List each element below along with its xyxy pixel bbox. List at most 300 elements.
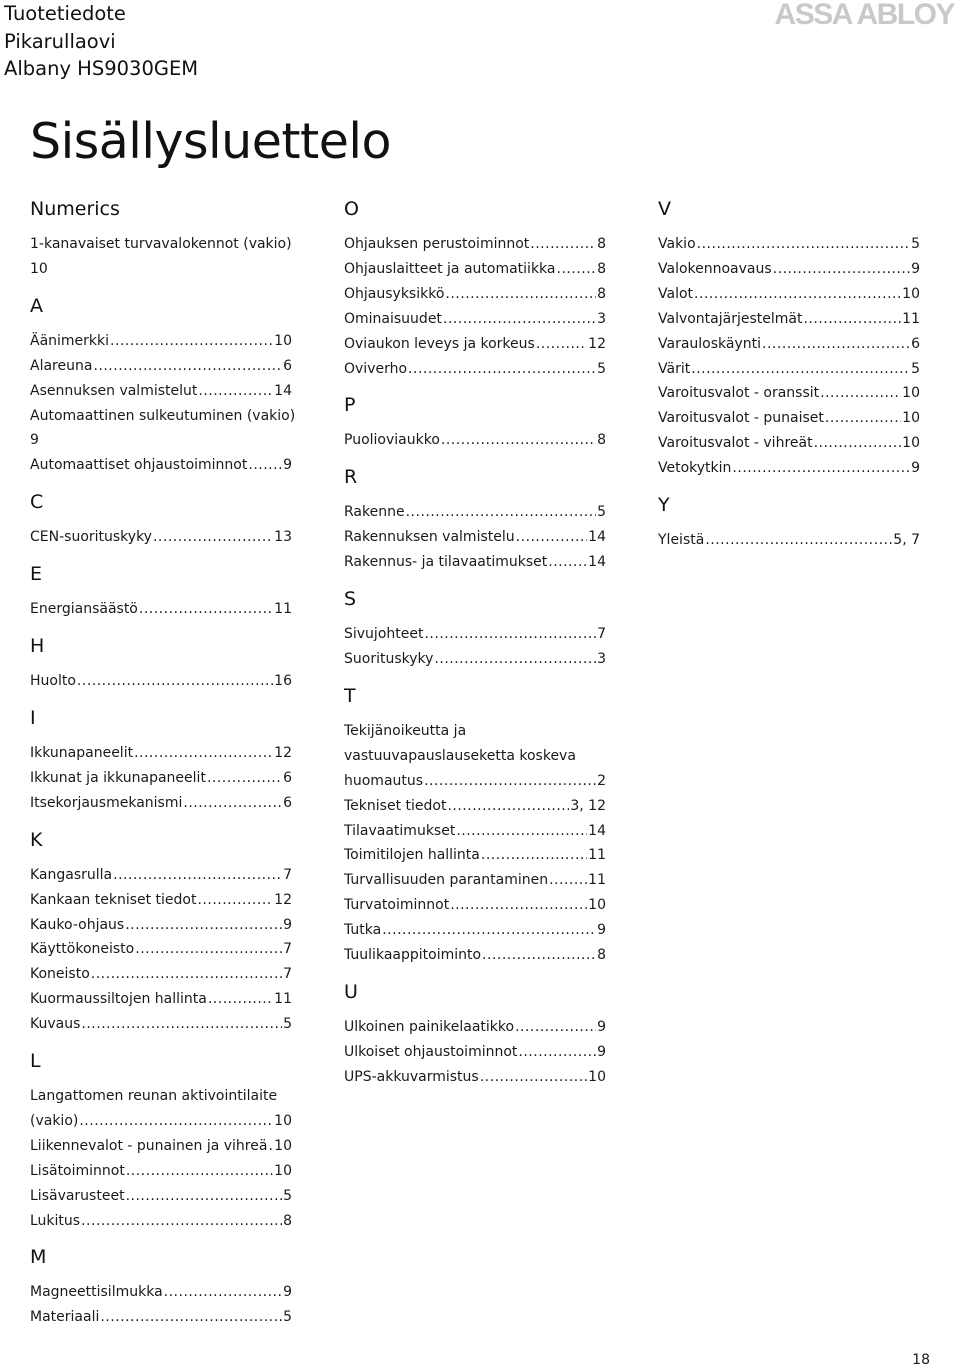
index-entry bbox=[30, 1159, 292, 1184]
section-heading: C bbox=[30, 491, 44, 514]
index-entry bbox=[344, 550, 606, 575]
index-entry-text: Vetokytkin bbox=[658, 460, 732, 477]
index-entry-leader-row bbox=[30, 1280, 292, 1305]
index-entry-leader-row bbox=[30, 1012, 292, 1037]
index-entry-text: Kuvaus bbox=[30, 1016, 81, 1033]
index-entry-text: Lisätoiminnot bbox=[30, 1162, 125, 1179]
index-entry-text: Tekniset tiedot bbox=[344, 797, 447, 814]
dot-leader bbox=[208, 987, 273, 1012]
index-entry-text: Materiaali bbox=[30, 1309, 100, 1326]
dot-leader bbox=[183, 791, 282, 816]
index-entry-text: Asennuksen valmistelut bbox=[30, 382, 198, 399]
index-entry bbox=[344, 500, 606, 525]
index-entry-page: 3 bbox=[597, 310, 606, 327]
dot-leader bbox=[424, 622, 596, 647]
index-entry-text: Ulkoinen painikelaatikko bbox=[344, 1018, 515, 1035]
index-entry-page: 9 bbox=[283, 916, 292, 933]
dot-leader bbox=[382, 918, 596, 943]
index-entry-leader-row bbox=[30, 913, 292, 938]
index-entry-leader-row bbox=[658, 232, 920, 257]
section-heading: U bbox=[344, 980, 358, 1003]
index-entry bbox=[30, 766, 292, 791]
index-entry-page: 10 bbox=[588, 897, 606, 914]
index-entry-leader-row bbox=[30, 379, 292, 404]
index-entry-leader-row bbox=[344, 893, 606, 918]
index-entry-leader-row bbox=[30, 791, 292, 816]
index-entry-leader-row bbox=[30, 597, 292, 622]
index-entry bbox=[30, 1134, 292, 1159]
dot-leader bbox=[134, 741, 273, 766]
dot-leader bbox=[248, 453, 282, 478]
index-entry bbox=[344, 719, 606, 794]
index-entry bbox=[344, 893, 606, 918]
index-entry-page: 10 bbox=[902, 385, 920, 402]
index-entry bbox=[30, 597, 292, 622]
section-heading: Numerics bbox=[30, 198, 120, 220]
dot-leader bbox=[207, 766, 282, 791]
index-entry-leader-row bbox=[30, 354, 292, 379]
index-entry-leader-row bbox=[30, 888, 292, 913]
index-entry-leader-row bbox=[30, 1109, 292, 1134]
header-line-2: Pikarullaovi bbox=[4, 29, 116, 53]
section-heading: O bbox=[344, 198, 359, 220]
dot-leader bbox=[557, 257, 597, 282]
index-entry-leader-row bbox=[30, 863, 292, 888]
index-entry-leader-row bbox=[658, 282, 920, 307]
index-entry-text: Tuulikaappitoiminto bbox=[344, 947, 482, 964]
index-entry-text: (vakio) bbox=[30, 1112, 79, 1129]
index-entry-page: 8 bbox=[597, 285, 606, 302]
index-entry-page: 2 bbox=[597, 772, 606, 789]
dot-leader bbox=[406, 500, 596, 525]
index-entry-leader-row bbox=[30, 1159, 292, 1184]
index-entry-text: Vakio bbox=[658, 236, 696, 252]
dot-leader bbox=[135, 937, 282, 962]
index-entry bbox=[30, 1012, 292, 1037]
index-entry bbox=[30, 232, 292, 282]
dot-leader bbox=[515, 1015, 596, 1040]
index-entry-text: Ikkunapaneelit bbox=[30, 744, 134, 761]
index-entry-leader-row bbox=[344, 1015, 606, 1040]
index-entry-page-line: 9 bbox=[30, 432, 39, 449]
section-heading: L bbox=[30, 1050, 41, 1073]
index-entry-leader-row bbox=[658, 381, 920, 406]
section-heading: H bbox=[30, 635, 45, 658]
index-entry-page: 6 bbox=[283, 769, 292, 786]
index-entry-text: Varoitusvalot - vihreät bbox=[658, 435, 813, 452]
index-entry-page: 10 bbox=[274, 1137, 292, 1154]
index-entry-page: 12 bbox=[588, 335, 606, 352]
index-entry bbox=[344, 918, 606, 943]
dot-leader bbox=[164, 1280, 282, 1305]
index-entry-text: Lisävarusteet bbox=[30, 1187, 125, 1204]
header-line-3: Albany HS9030GEM bbox=[4, 57, 199, 80]
index-entry bbox=[658, 456, 920, 481]
index-entry-text: Automaattiset ohjaustoiminnot bbox=[30, 457, 248, 474]
index-entry-leader-row bbox=[344, 500, 606, 525]
index-entry-page: 14 bbox=[588, 529, 606, 546]
dot-leader bbox=[113, 863, 282, 888]
index-entry-text: Ohjausyksikkö bbox=[344, 285, 445, 302]
index-entry-page: 7 bbox=[597, 626, 606, 643]
index-entry-text: Energiansäästö bbox=[30, 601, 138, 618]
dot-leader bbox=[480, 1065, 587, 1090]
dot-leader bbox=[268, 1134, 273, 1159]
index-entry-leader-row bbox=[344, 357, 606, 382]
index-entry-leader-row bbox=[344, 647, 606, 672]
index-entry bbox=[658, 381, 920, 406]
index-entry-text: Oviverho bbox=[344, 360, 408, 377]
index-entry-page: 9 bbox=[283, 1284, 292, 1301]
index-entry bbox=[658, 357, 920, 382]
dot-leader bbox=[424, 769, 596, 794]
index-entry-text: CEN-suorituskyky bbox=[30, 529, 152, 546]
dot-leader bbox=[139, 597, 273, 622]
index-entry bbox=[30, 791, 292, 816]
index-entry-page: 14 bbox=[588, 554, 606, 571]
index-entry-leader-row bbox=[344, 843, 606, 868]
index-entry bbox=[344, 1065, 606, 1090]
dot-leader bbox=[445, 282, 596, 307]
dot-leader bbox=[77, 669, 273, 694]
dot-leader bbox=[548, 550, 587, 575]
index-entry-text: Alareuna bbox=[30, 357, 93, 374]
index-entry-page: 11 bbox=[274, 991, 292, 1008]
index-entry-page: 9 bbox=[597, 1043, 606, 1060]
index-entry-text: Kauko-ohjaus bbox=[30, 916, 125, 933]
index-entry bbox=[30, 404, 296, 454]
index-entry-leader-row bbox=[344, 332, 606, 357]
index-entry-text: Ominaisuudet bbox=[344, 310, 442, 327]
index-entry-text: Äänimerkki bbox=[30, 332, 110, 349]
dot-leader bbox=[81, 1209, 282, 1234]
section-heading: I bbox=[30, 706, 36, 729]
index-entry-text: Kangasrulla bbox=[30, 866, 113, 883]
dot-leader bbox=[93, 354, 282, 379]
index-entry bbox=[30, 1184, 292, 1209]
index-entry-page: 14 bbox=[274, 382, 292, 399]
index-entry-text: Magneettisilmukka bbox=[30, 1284, 163, 1301]
index-entry-page: 12 bbox=[274, 891, 292, 908]
index-entry-leader-row bbox=[344, 307, 606, 332]
index-entry-page: 10 bbox=[902, 435, 920, 452]
index-entry-page: 5 bbox=[283, 1187, 292, 1204]
index-entry-text: Rakennuksen valmistelu bbox=[344, 529, 515, 546]
dot-leader bbox=[549, 868, 587, 893]
index-entry-text: Puolioviaukko bbox=[344, 432, 440, 449]
index-column-2 bbox=[344, 196, 606, 1090]
index-entry-leader-row bbox=[30, 937, 292, 962]
index-entry-page: 11 bbox=[902, 310, 920, 327]
section-heading: Y bbox=[658, 494, 670, 517]
index-entry-text: Suorituskyky bbox=[344, 650, 434, 667]
dot-leader bbox=[126, 1159, 273, 1184]
index-entry-leader-row bbox=[30, 1305, 292, 1330]
dot-leader bbox=[79, 1109, 273, 1134]
index-entry-leader-row bbox=[344, 550, 606, 575]
section-heading: T bbox=[344, 684, 356, 707]
dot-leader bbox=[705, 528, 892, 553]
dot-leader bbox=[81, 1012, 282, 1037]
index-entry-leader-row bbox=[344, 1065, 606, 1090]
index-entry-page: 11 bbox=[588, 847, 606, 864]
index-entry bbox=[30, 987, 292, 1012]
index-entry bbox=[30, 379, 292, 404]
index-column-3 bbox=[658, 196, 920, 553]
index-entry bbox=[344, 428, 606, 453]
index-entry-page: 12 bbox=[274, 744, 292, 761]
index-entry-text: Turvatoiminnot bbox=[344, 897, 450, 914]
index-entry-page: 9 bbox=[911, 460, 920, 477]
index-entry-leader-row bbox=[30, 766, 292, 791]
index-entry-leader-row bbox=[344, 232, 606, 257]
index-entry-leader-row bbox=[344, 282, 606, 307]
index-entry bbox=[344, 232, 606, 257]
index-entry bbox=[344, 332, 606, 357]
dot-leader bbox=[732, 456, 910, 481]
dot-leader bbox=[697, 232, 910, 257]
index-entry bbox=[658, 282, 920, 307]
index-entry-text: Koneisto bbox=[30, 966, 90, 983]
index-entry-page: 10 bbox=[274, 1112, 292, 1129]
index-entry-leader-row bbox=[344, 622, 606, 647]
index-entry-page: 3, 12 bbox=[570, 797, 606, 814]
index-entry-leader-row bbox=[30, 987, 292, 1012]
index-entry-page: 10 bbox=[588, 1068, 606, 1085]
index-entry-text: Huolto bbox=[30, 673, 76, 690]
index-entry-text: Tilavaatimukset bbox=[344, 822, 456, 839]
index-entry bbox=[30, 453, 292, 478]
index-entry-page: 10 bbox=[274, 332, 292, 349]
index-entry-leader-row bbox=[344, 525, 606, 550]
index-entry-text: Valokennoavaus bbox=[658, 260, 772, 277]
index-entry-page: 8 bbox=[597, 260, 606, 277]
index-entry-page: 3 bbox=[597, 650, 606, 667]
index-entry bbox=[658, 232, 920, 257]
dot-leader bbox=[125, 913, 282, 938]
index-entry-text: Lukitus bbox=[30, 1212, 81, 1229]
index-entry-text: Ohjauksen perustoiminnot bbox=[344, 236, 530, 252]
index-entry-leader-row bbox=[30, 453, 292, 478]
dot-leader bbox=[694, 282, 901, 307]
page-title: Sisällysluettelo bbox=[30, 113, 392, 170]
index-entry-page: 9 bbox=[597, 922, 606, 939]
index-entry-text: Oviaukon leveys ja korkeus bbox=[344, 335, 535, 352]
dot-leader bbox=[814, 431, 902, 456]
dot-leader bbox=[481, 843, 587, 868]
index-entry-page: 7 bbox=[283, 941, 292, 958]
index-entry-leader-row bbox=[344, 918, 606, 943]
index-entry-text: Ohjauslaitteet ja automatiikka bbox=[344, 260, 556, 277]
index-entry-page: 10 bbox=[902, 285, 920, 302]
index-entry-text: Ulkoiset ohjaustoiminnot bbox=[344, 1043, 518, 1060]
index-entry-text: Toimitilojen hallinta bbox=[344, 847, 480, 864]
index-entry-leader-row bbox=[30, 1184, 292, 1209]
index-entry-page: 13 bbox=[274, 529, 292, 546]
index-entry-text: huomautus bbox=[344, 772, 424, 789]
index-entry-leader-row bbox=[658, 257, 920, 282]
index-entry bbox=[344, 794, 606, 819]
index-entry bbox=[658, 257, 920, 282]
index-entry-text: Rakenne bbox=[344, 504, 405, 521]
index-entry-page: 7 bbox=[283, 866, 292, 883]
dot-leader bbox=[447, 794, 569, 819]
dot-leader bbox=[536, 332, 587, 357]
index-entry-text: Liikennevalot - punainen ja vihreä bbox=[30, 1137, 268, 1154]
dot-leader bbox=[773, 257, 910, 282]
dot-leader bbox=[100, 1305, 282, 1330]
index-entry-text-line: 1-kanavaiset turvavalokennot (vakio) bbox=[30, 236, 292, 252]
dot-leader bbox=[408, 357, 596, 382]
index-entry-leader-row bbox=[30, 329, 292, 354]
index-entry-page: 16 bbox=[274, 673, 292, 690]
index-entry-leader-row bbox=[344, 769, 606, 794]
dot-leader bbox=[450, 893, 587, 918]
index-entry-leader-row bbox=[344, 943, 606, 968]
document-header bbox=[4, 0, 198, 83]
index-entry-text-line: Automaattinen sulkeutuminen (vakio) bbox=[30, 407, 296, 424]
index-entry-leader-row bbox=[344, 1040, 606, 1065]
index-entry bbox=[344, 525, 606, 550]
index-entry-leader-row bbox=[658, 332, 920, 357]
index-entry-page: 5 bbox=[597, 504, 606, 521]
index-entry-page: 8 bbox=[597, 947, 606, 964]
index-entry bbox=[344, 647, 606, 672]
dot-leader bbox=[456, 819, 587, 844]
index-entry bbox=[30, 863, 292, 888]
index-entry bbox=[30, 669, 292, 694]
index-entry-page: 8 bbox=[597, 236, 606, 252]
index-entry-page: 10 bbox=[902, 410, 920, 427]
index-entry bbox=[30, 1280, 292, 1305]
index-entry-page: 5, 7 bbox=[893, 532, 920, 549]
index-entry-text-line: Langattomen reunan aktivointilaite bbox=[30, 1088, 278, 1105]
dot-leader bbox=[110, 329, 273, 354]
index-entry-leader-row bbox=[658, 357, 920, 382]
index-entry-leader-row bbox=[344, 868, 606, 893]
index-entry bbox=[658, 332, 920, 357]
dot-leader bbox=[434, 647, 596, 672]
section-heading: K bbox=[30, 828, 43, 851]
dot-leader bbox=[443, 307, 596, 332]
index-entry bbox=[30, 913, 292, 938]
index-entry bbox=[344, 943, 606, 968]
index-entry-page: 5 bbox=[283, 1309, 292, 1326]
index-entry-leader-row bbox=[344, 819, 606, 844]
dot-leader bbox=[691, 357, 910, 382]
index-entry-leader-row bbox=[658, 406, 920, 431]
index-entry-leader-row bbox=[658, 456, 920, 481]
dot-leader bbox=[197, 888, 273, 913]
index-entry-page: 11 bbox=[588, 872, 606, 889]
index-entry-text: Tutka bbox=[344, 922, 382, 939]
dot-leader bbox=[825, 406, 901, 431]
dot-leader bbox=[516, 525, 588, 550]
index-entry-text: Sivujohteet bbox=[344, 626, 424, 643]
index-entry-text: Rakennus- ja tilavaatimukset bbox=[344, 554, 548, 571]
index-entry bbox=[658, 406, 920, 431]
section-heading: R bbox=[344, 466, 358, 489]
index-entry-text: Värit bbox=[658, 360, 691, 377]
index-entry bbox=[344, 843, 606, 868]
index-entry-text: Valot bbox=[658, 285, 694, 302]
index-entry-page: 5 bbox=[597, 360, 606, 377]
index-entry-page: 6 bbox=[283, 357, 292, 374]
dot-leader bbox=[91, 962, 282, 987]
index-entry bbox=[658, 431, 920, 456]
index-entry-text: Varauloskäynti bbox=[658, 335, 762, 352]
index-entry-leader-row bbox=[30, 962, 292, 987]
index-entry bbox=[658, 307, 920, 332]
index-entry-text: Yleistä bbox=[658, 532, 705, 549]
index-entry-page: 7 bbox=[283, 966, 292, 983]
index-entry bbox=[344, 819, 606, 844]
index-entry-text: Varoitusvalot - oranssit bbox=[658, 385, 820, 402]
index-entry bbox=[30, 1084, 292, 1134]
index-entry-text: UPS-akkuvarmistus bbox=[344, 1068, 479, 1085]
index-entry-leader-row bbox=[658, 528, 920, 553]
section-heading: M bbox=[30, 1246, 47, 1269]
index-entry-page: 8 bbox=[597, 432, 606, 449]
section-heading: S bbox=[344, 588, 357, 611]
index-entry bbox=[30, 525, 292, 550]
dot-leader bbox=[153, 525, 273, 550]
index-entry-text: Itsekorjausmekanismi bbox=[30, 794, 183, 811]
dot-leader bbox=[803, 307, 901, 332]
index-entry-leader-row bbox=[658, 431, 920, 456]
index-entry-page: 8 bbox=[283, 1212, 292, 1229]
index-entry bbox=[30, 888, 292, 913]
index-entry bbox=[344, 622, 606, 647]
dot-leader bbox=[820, 381, 901, 406]
index-entry-page: 9 bbox=[597, 1018, 606, 1035]
index-entry-leader-row bbox=[30, 741, 292, 766]
index-entry-page: 6 bbox=[283, 794, 292, 811]
index-entry-page: 5 bbox=[911, 236, 920, 252]
index-entry bbox=[30, 1209, 292, 1234]
index-entry bbox=[658, 528, 920, 553]
index-entry-leader-row bbox=[344, 428, 606, 453]
index-entry bbox=[30, 329, 292, 354]
header-line-1: Tuotetiedote bbox=[4, 2, 126, 25]
index-entry-leader-row bbox=[658, 307, 920, 332]
index-entry-page: 5 bbox=[911, 360, 920, 377]
index-column-1 bbox=[30, 196, 296, 1330]
page-number: 18 bbox=[912, 1352, 930, 1368]
section-heading: P bbox=[344, 394, 356, 417]
index-entry-text: Turvallisuuden parantaminen bbox=[344, 872, 549, 889]
index-entry-text: Varoitusvalot - punaiset bbox=[658, 410, 824, 427]
index-entry-text: Käyttökoneisto bbox=[30, 941, 135, 958]
index-entry-leader-row bbox=[344, 794, 606, 819]
index-entry-leader-row bbox=[344, 257, 606, 282]
dot-leader bbox=[198, 379, 273, 404]
index-entry-text: Kankaan tekniset tiedot bbox=[30, 891, 197, 908]
index-entry bbox=[344, 307, 606, 332]
index-entry-page: 14 bbox=[588, 822, 606, 839]
dot-leader bbox=[530, 232, 596, 257]
dot-leader bbox=[126, 1184, 283, 1209]
dot-leader bbox=[762, 332, 910, 357]
index-entry-page-line: 10 bbox=[30, 260, 48, 277]
index-entry-page: 10 bbox=[274, 1162, 292, 1179]
section-heading: V bbox=[658, 198, 671, 220]
index-entry-leader-row bbox=[30, 525, 292, 550]
index-entry-leader-row bbox=[30, 1209, 292, 1234]
index-entry bbox=[344, 257, 606, 282]
index-entry-text: Kuormaussiltojen hallinta bbox=[30, 991, 207, 1008]
index-entry-leader-row bbox=[30, 669, 292, 694]
